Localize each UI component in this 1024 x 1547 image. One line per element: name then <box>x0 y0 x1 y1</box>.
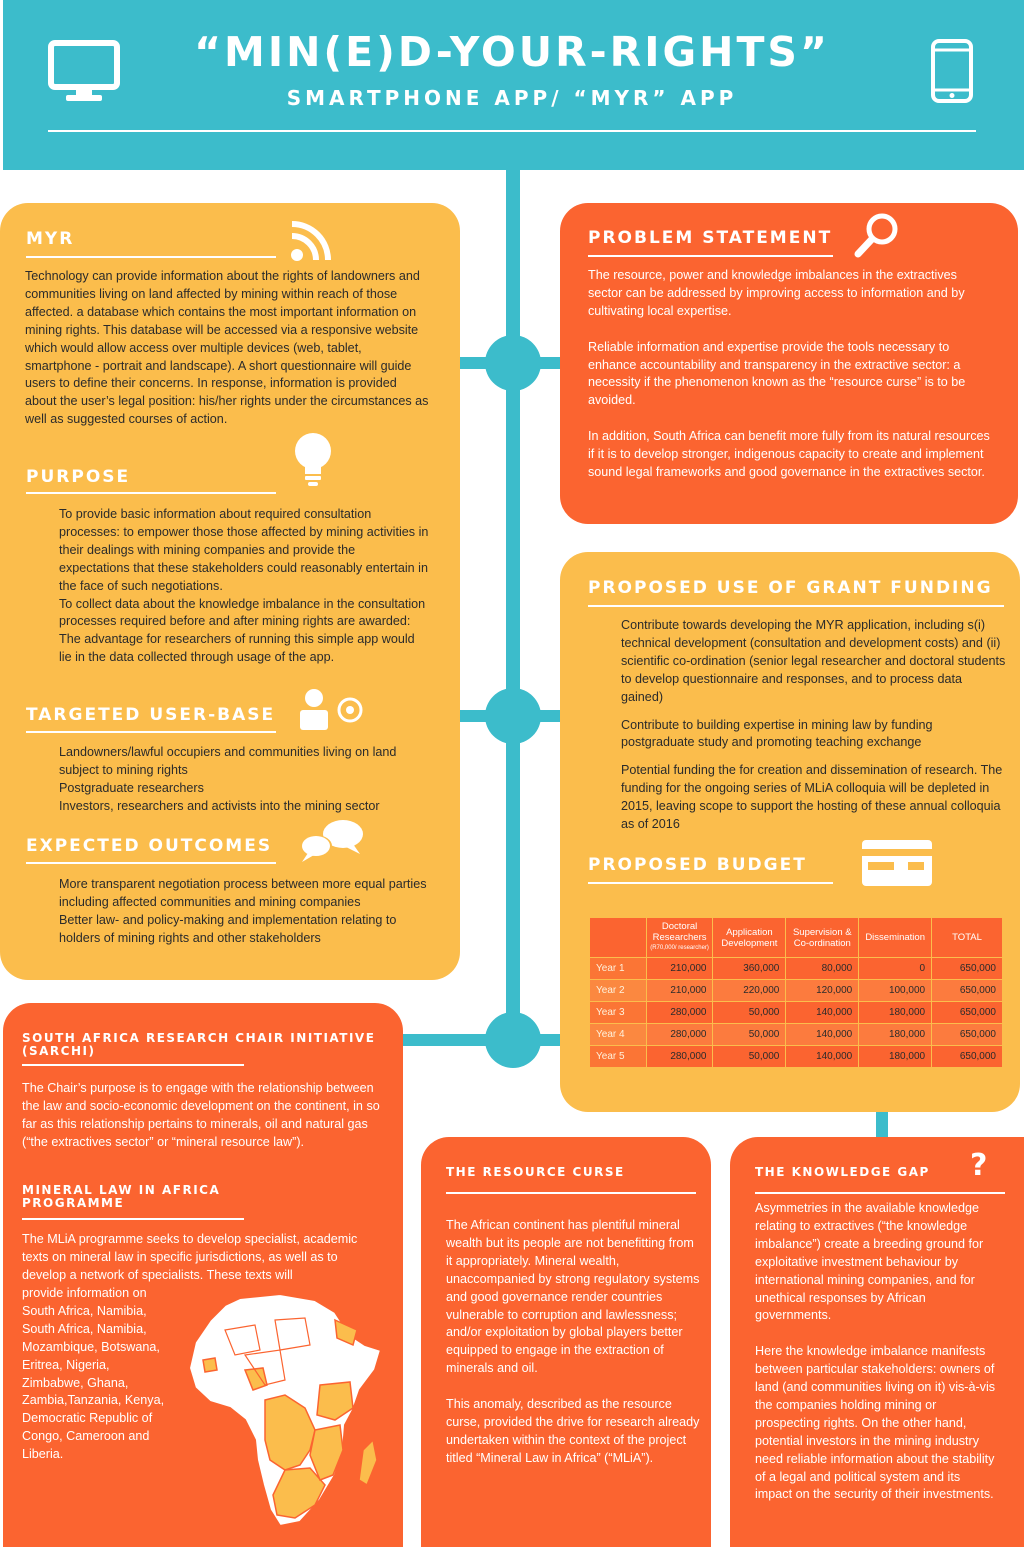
table-cell: 210,000 <box>646 980 713 1002</box>
table-cell: 0 <box>859 958 932 980</box>
problem-body <box>588 267 993 482</box>
table-row <box>590 1002 1003 1024</box>
page-subtitle: SMARTPHONE APP/ “MYR” APP <box>286 86 738 110</box>
table-cell: 650,000 <box>932 1024 1003 1046</box>
mlia-line: Zimbabwe, Ghana, <box>22 1375 129 1390</box>
header-banner <box>3 0 1024 170</box>
chat-bubbles-icon <box>298 818 366 864</box>
table-cell: 50,000 <box>713 1046 786 1068</box>
mlia-line: Mozambique, Botswana, <box>22 1339 160 1354</box>
problem-paragraph: In addition, South Africa can benefit more fully from its natural resources if it is to develop stronger, indigenous capacity to create and implement sound legal frameworks and good governance in the extractives sector. <box>588 429 990 479</box>
table-row <box>590 958 1003 980</box>
outcomes-item: More transparent negotiation process between more equal parties including affected communities and mining companies <box>59 877 427 909</box>
budget-col-header <box>646 918 713 958</box>
outcomes-heading: EXPECTED OUTCOMES <box>26 836 273 856</box>
myr-heading-rule <box>26 256 276 258</box>
curse-paragraph: This anomaly, described as the resource curse, provided the drive for research already undertaken within the context of the project titled “Mineral Law in Africa” (“MLiA”). <box>446 1397 700 1465</box>
table-cell: 280,000 <box>646 1002 713 1024</box>
budget-heading-rule <box>588 882 833 884</box>
purpose-item: To provide basic information about required consultation processes: to empower those those affected by mining activities in their dealings with mining companies and provide the expectations that these stakeholders could reasonably entertain in the face of such negotiations. <box>59 507 429 593</box>
mlia-body-top: The MLiA programme seeks to develop specialist, academic texts on mineral law in specific jurisdictions, as well as to develop a network of specialists. These texts will <box>22 1232 358 1282</box>
table-cell: 650,000 <box>932 980 1003 1002</box>
table-cell: 280,000 <box>646 1046 713 1068</box>
table-cell: 140,000 <box>786 1024 859 1046</box>
sarchi-heading-line: SOUTH AFRICA RESEARCH CHAIR INITIATIVE <box>22 1031 376 1045</box>
problem-heading-rule <box>588 255 833 257</box>
targeted-list <box>59 744 429 816</box>
mlia-heading-rule <box>22 1218 244 1220</box>
mlia-heading-line: MINERAL LAW IN AFRICA <box>22 1183 221 1197</box>
rss-icon <box>290 220 332 262</box>
targeted-heading-rule <box>26 731 276 733</box>
grant-heading-rule <box>588 605 1004 607</box>
table-cell: 140,000 <box>786 1002 859 1024</box>
timeline-node-1 <box>485 335 541 391</box>
table-cell: 140,000 <box>786 1046 859 1068</box>
grant-paragraph: Contribute towards developing the MYR application, including s(i) technical development (consultation and development costs) and (ii) scientific co-ordination (senior legal researcher and doctoral students to develop questionnaire and responses, and to process data gained) <box>621 618 1006 704</box>
connector-line-4 <box>876 1110 888 1140</box>
timeline-vertical-line <box>506 168 520 1048</box>
table-cell: Year 4 <box>590 1024 647 1046</box>
gap-body <box>755 1200 1000 1504</box>
purpose-item: To collect data about the knowledge imbalance in the consultation processes required before and after mining rights are awarded: The advantage for researchers of running this simple app would lie in the data collected through usage of the app. <box>59 596 426 665</box>
budget-table <box>589 917 1003 1068</box>
table-cell: 80,000 <box>786 958 859 980</box>
page-title: “MIN(E)D-YOUR-RIGHTS” <box>194 28 830 76</box>
budget-heading: PROPOSED BUDGET <box>588 855 807 875</box>
budget-col-header: TOTAL <box>932 918 1003 958</box>
gap-heading: THE KNOWLEDGE GAP <box>755 1165 930 1179</box>
table-cell: 220,000 <box>713 980 786 1002</box>
curse-body <box>446 1217 701 1468</box>
table-cell: 120,000 <box>786 980 859 1002</box>
table-cell: 180,000 <box>859 1002 932 1024</box>
myr-heading: MYR <box>26 229 75 249</box>
table-row <box>590 1024 1003 1046</box>
mlia-heading-line: PROGRAMME <box>22 1196 125 1210</box>
table-cell: 50,000 <box>713 1002 786 1024</box>
sarchi-body: The Chair’s purpose is to engage with the relationship between the law and socio-economic development on the continent, in so far as this relationship pertains to minerals, oil and natural gas (“the extractives sector” or “mineral resource law”). <box>22 1081 380 1149</box>
table-cell: 180,000 <box>859 1046 932 1068</box>
purpose-heading-rule <box>26 492 276 494</box>
grant-paragraph: Potential funding the for creation and dissemination of research. The funding for the ongoing series of MLiA colloquia will be depleted in 2015, leaving scope to support the hosting of these annual colloquia as of 2016 <box>621 763 1003 832</box>
gap-paragraph: Here the knowledge imbalance manifests between particular stakeholders: owners of land (and communities living on it) vis-à-vis the companies holding mining or prospecting rights. On the other hand, potential investors in the mining industry need reliable information about the stability of a legal and political system and its impact on the security of their investments. <box>755 1344 996 1502</box>
targeted-item: Postgraduate researchers <box>59 780 204 795</box>
curse-heading-rule <box>446 1192 696 1194</box>
africa-map-icon <box>185 1290 390 1530</box>
table-cell: 280,000 <box>646 1024 713 1046</box>
grant-body <box>621 617 1006 834</box>
mlia-line: Liberia. <box>22 1447 64 1462</box>
targeted-heading: TARGETED USER-BASE <box>26 705 276 725</box>
table-cell: Year 3 <box>590 1002 647 1024</box>
purpose-heading: PURPOSE <box>26 467 131 487</box>
table-cell: 650,000 <box>932 1046 1003 1068</box>
table-cell: 180,000 <box>859 1024 932 1046</box>
mlia-line: Zambia,Tanzania, Kenya, <box>22 1393 165 1408</box>
budget-header-row <box>590 918 1003 958</box>
question-mark-icon: ? <box>970 1148 988 1183</box>
problem-paragraph: The resource, power and knowledge imbalances in the extractives sector can be addressed by improving access to information and by cultivating local expertise. <box>588 268 965 318</box>
purpose-list <box>59 506 429 667</box>
budget-col-header: Application Development <box>713 918 786 958</box>
mlia-heading <box>22 1184 220 1210</box>
lightbulb-icon <box>290 430 336 488</box>
budget-col-header: Dissemination <box>859 918 932 958</box>
table-cell: 50,000 <box>713 1024 786 1046</box>
curse-heading: THE RESOURCE CURSE <box>446 1165 625 1179</box>
timeline-node-3 <box>485 1012 541 1068</box>
targeted-item: Landowners/lawful occupiers and communities living on land subject to mining rights <box>59 745 397 777</box>
mlia-line: South Africa, Namibia, <box>22 1303 147 1318</box>
mlia-line: Eritrea, Nigeria, <box>22 1357 110 1372</box>
budget-col-label: Doctoral Researchers <box>652 921 707 943</box>
table-cell: 650,000 <box>932 958 1003 980</box>
mlia-line: provide information on <box>22 1286 147 1300</box>
outcomes-item: Better law- and policy-making and implementation relating to holders of mining rights and other stakeholders <box>59 912 397 945</box>
table-row <box>590 980 1003 1002</box>
sarchi-heading-rule <box>22 1064 244 1066</box>
curse-paragraph: The African continent has plentiful mineral wealth but its people are not benefitting from it appropriately. Mineral wealth, unaccompanied by strong regulatory systems and good governance render countries vulnerable to corruption and lawlessness; and/or exploitation by global players better equipped to engage in the extraction of minerals and oil. <box>446 1218 700 1376</box>
table-cell: 650,000 <box>932 1002 1003 1024</box>
gap-paragraph: Asymmetries in the available knowledge relating to extractives (“the knowledge imbalance”) create a breeding ground for exploitative investment behaviour by international mining companies, and for unethical responses by African governments. <box>755 1201 984 1323</box>
timeline-node-2 <box>485 688 541 744</box>
header-divider <box>48 130 976 132</box>
table-cell: Year 1 <box>590 958 647 980</box>
table-cell: 210,000 <box>646 958 713 980</box>
budget-col-note: (R70,000/ researcher) <box>650 945 709 951</box>
targeted-item: Investors, researchers and activists into the mining sector <box>59 798 380 813</box>
problem-paragraph: Reliable information and expertise provide the tools necessary to enhance accountability and transparency in the extractive sector: a necessity if the phenomenon known as the “resource curse” is to be avoided. <box>588 339 966 408</box>
mlia-line: South Africa, Namibia, <box>22 1321 147 1336</box>
budget-col-header: Supervision & Co-ordination <box>786 918 859 958</box>
grant-paragraph: Contribute to building expertise in mining law by funding postgraduate study and promoting teaching exchange <box>621 717 933 750</box>
table-row <box>590 1046 1003 1068</box>
budget-col-header <box>590 918 647 958</box>
credit-card-icon <box>862 840 932 886</box>
grant-heading: PROPOSED USE OF GRANT FUNDING <box>588 578 993 598</box>
outcomes-heading-rule <box>26 862 276 864</box>
table-cell: Year 2 <box>590 980 647 1002</box>
mlia-line: Democratic Republic of <box>22 1411 153 1426</box>
mlia-line: Congo, Cameroon and <box>22 1429 150 1444</box>
table-cell: 360,000 <box>713 958 786 980</box>
problem-heading: PROBLEM STATEMENT <box>588 228 833 248</box>
table-cell: 100,000 <box>859 980 932 1002</box>
magnifier-icon <box>852 212 900 260</box>
mlia-country-list <box>22 1285 192 1464</box>
myr-body: Technology can provide information about the rights of landowners and communities living on land affected by mining within reach of those affected. a database which contains the most important information on mining rights. This database will be accessed via a responsive website which would allow access over multiple devices (web, tablet, smartphone - portrait and landscape). A short questionnaire will guide users to define their concerns. In response, information is provided about the user’s legal position: his/her rights under the circumstances as well as suggested courses of action. <box>25 269 429 427</box>
user-target-icon <box>296 688 366 732</box>
sarchi-heading <box>22 1032 375 1058</box>
sarchi-heading-line: (SARCHI) <box>22 1044 96 1058</box>
outcomes-list <box>59 876 429 948</box>
gap-heading-rule <box>755 1192 1005 1194</box>
table-cell: Year 5 <box>590 1046 647 1068</box>
